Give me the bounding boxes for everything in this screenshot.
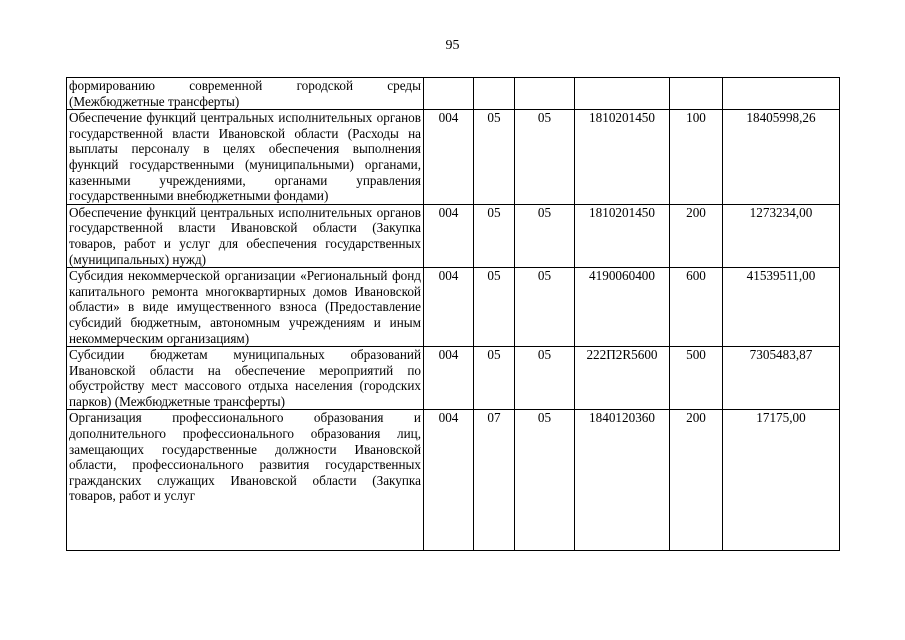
subsection-code: 05 bbox=[515, 410, 575, 551]
amount: 17175,00 bbox=[723, 410, 840, 551]
expense-type-code: 200 bbox=[670, 410, 723, 551]
amount: 18405998,26 bbox=[723, 110, 840, 205]
ministry-code: 004 bbox=[424, 110, 474, 205]
expense-type-code bbox=[670, 78, 723, 110]
table-row bbox=[67, 347, 840, 410]
expense-type-code: 500 bbox=[670, 347, 723, 410]
target-article-code: 1840120360 bbox=[575, 410, 670, 551]
subsection-code: 05 bbox=[515, 268, 575, 347]
target-article-code: 4190060400 bbox=[575, 268, 670, 347]
table-row bbox=[67, 268, 840, 347]
amount: 1273234,00 bbox=[723, 204, 840, 267]
target-article-code bbox=[575, 78, 670, 110]
ministry-code: 004 bbox=[424, 347, 474, 410]
section-code: 05 bbox=[474, 204, 515, 267]
row-description: Обеспечение функций центральных исполнительных органов государственной власти Ивановской области (Расходы на выплаты персоналу в целях обеспечения выполнения функций государственными (муниципальными) органами, казенными учреждениями, органами управления государственными внебюджетными фондами) bbox=[67, 110, 424, 205]
target-article-code: 1810201450 bbox=[575, 110, 670, 205]
budget-table bbox=[66, 77, 840, 551]
row-description: Субсидия некоммерческой организации «Региональный фонд капитального ремонта многоквартирных домов Ивановской области» в виде имущественного взноса (Предоставление субсидий бюджетным, автономным учреждениям и иным некоммерческим организациям) bbox=[67, 268, 424, 347]
subsection-code: 05 bbox=[515, 347, 575, 410]
table-row bbox=[67, 78, 840, 110]
row-description: Субсидии бюджетам муниципальных образований Ивановской области на обеспечение мероприятий по обустройству мест массового отдыха населения (городских парков) (Межбюджетные трансферты) bbox=[67, 347, 424, 410]
ministry-code: 004 bbox=[424, 204, 474, 267]
amount: 7305483,87 bbox=[723, 347, 840, 410]
expense-type-code: 200 bbox=[670, 204, 723, 267]
section-code: 05 bbox=[474, 347, 515, 410]
row-description: формированию современной городской среды (Межбюджетные трансферты) bbox=[67, 78, 424, 110]
amount: 41539511,00 bbox=[723, 268, 840, 347]
subsection-code: 05 bbox=[515, 110, 575, 205]
section-code: 05 bbox=[474, 268, 515, 347]
row-description: Обеспечение функций центральных исполнительных органов государственной власти Ивановской области (Закупка товаров, работ и услуг для обеспечения государственных (муниципальных) нужд) bbox=[67, 204, 424, 267]
ministry-code bbox=[424, 78, 474, 110]
section-code bbox=[474, 78, 515, 110]
expense-type-code: 600 bbox=[670, 268, 723, 347]
table-row bbox=[67, 110, 840, 205]
target-article-code: 1810201450 bbox=[575, 204, 670, 267]
target-article-code: 222П2R5600 bbox=[575, 347, 670, 410]
row-description: Организация профессионального образования и дополнительного профессионального образования лиц, замещающих государственные должности Ивановской области, профессионального развития государственных гражданских служащих Ивановской области (Закупка товаров, работ и услуг bbox=[67, 410, 424, 551]
ministry-code: 004 bbox=[424, 268, 474, 347]
subsection-code bbox=[515, 78, 575, 110]
table-row bbox=[67, 410, 840, 551]
amount bbox=[723, 78, 840, 110]
table-row bbox=[67, 204, 840, 267]
subsection-code: 05 bbox=[515, 204, 575, 267]
expense-type-code: 100 bbox=[670, 110, 723, 205]
page-number: 95 bbox=[445, 38, 460, 53]
section-code: 07 bbox=[474, 410, 515, 551]
ministry-code: 004 bbox=[424, 410, 474, 551]
section-code: 05 bbox=[474, 110, 515, 205]
